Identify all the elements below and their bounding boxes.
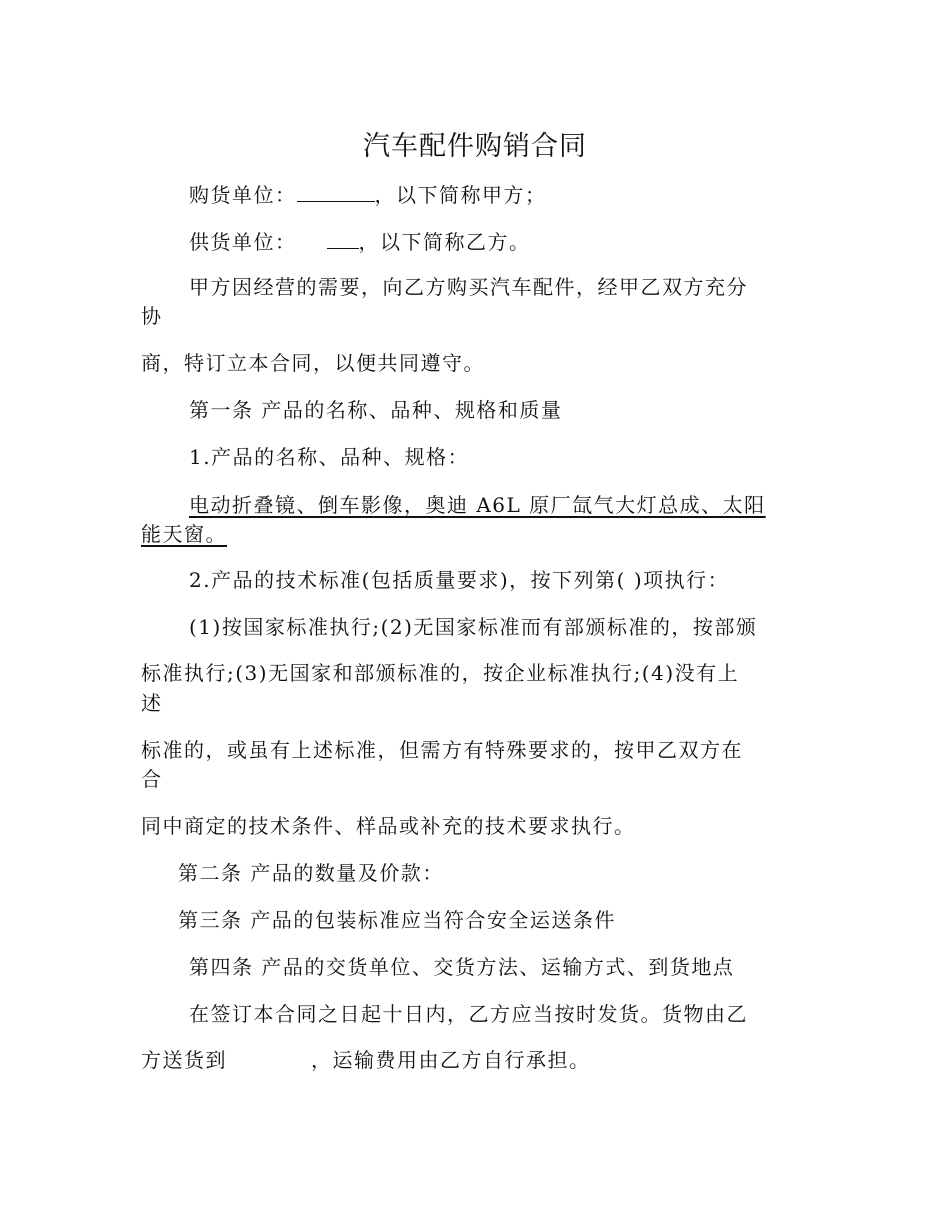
- article1-item2-label: 2.产品的技术标准(包括质量要求)，按下列第( )项执行：: [189, 568, 730, 592]
- buyer-blank[interactable]: [297, 181, 375, 202]
- seller-label: 供货单位：: [189, 230, 297, 254]
- buyer-suffix: ，以下简称甲方；: [374, 183, 547, 207]
- products-line-2: 能天窗。: [141, 522, 227, 546]
- article1-item1-label: 1.产品的名称、品种、规格：: [189, 445, 470, 469]
- article4-line-1: 在签订本合同之日起十日内，乙方应当按时发货。货物由乙: [189, 1002, 748, 1026]
- contract-title: 汽车配件购销合同: [363, 131, 587, 162]
- products-line-1: 电动折叠镜、倒车影像，奥迪 A6L 原厂氙气大灯总成、太阳: [189, 493, 766, 517]
- standard-line-3: 标准的，或虽有上述标准，但需方有特殊要求的，按甲乙双方在: [141, 738, 743, 762]
- article4-line-2: [141, 1047, 591, 1073]
- seller-line: [189, 228, 531, 255]
- buyer-line: [189, 181, 547, 208]
- seller-suffix: ，以下简称乙方。: [358, 230, 531, 254]
- standard-line-2: 标准执行;(3)无国家和部颁标准的，按企业标准执行;(4)没有上: [141, 661, 740, 685]
- seller-blank[interactable]: [327, 228, 359, 249]
- intro-line-2: 商，特订立本合同，以便共同遵守。: [141, 351, 485, 375]
- buyer-label: 购货单位：: [189, 183, 297, 207]
- delivery-suffix: ，运输费用由乙方自行承担。: [311, 1048, 591, 1072]
- intro-line-1: 甲方因经营的需要，向乙方购买汽车配件，经甲乙双方充分: [189, 275, 748, 299]
- delivery-prefix: 方送货到: [141, 1048, 227, 1072]
- standard-wrap-3: 合: [141, 767, 163, 791]
- article2-heading: 第二条 产品的数量及价款：: [178, 861, 444, 885]
- article1-heading: 第一条 产品的名称、品种、规格和质量: [189, 398, 563, 422]
- standard-line-4: 同中商定的技术条件、样品或补充的技术要求执行。: [141, 814, 636, 838]
- article3-heading: 第三条 产品的包装标准应当符合安全运送条件: [178, 908, 616, 932]
- article4-heading: 第四条 产品的交货单位、交货方法、运输方式、到货地点: [189, 955, 735, 979]
- standard-wrap-2: 述: [141, 691, 163, 715]
- standard-line-1: (1)按国家标准执行;(2)无国家标准而有部颁标准的，按部颁: [189, 615, 758, 639]
- intro-wrap-1: 协: [141, 304, 163, 328]
